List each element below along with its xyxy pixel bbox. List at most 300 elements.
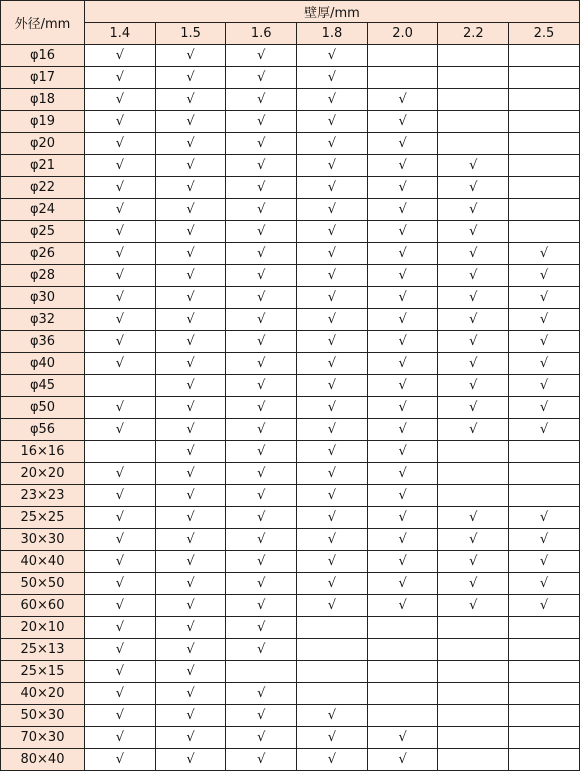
check-mark-cell: √ (297, 353, 368, 375)
thickness-col-header: 1.8 (297, 23, 368, 45)
size-label: φ28 (1, 265, 85, 287)
empty-cell (509, 177, 580, 199)
empty-cell (297, 683, 368, 705)
check-mark-cell: √ (367, 463, 438, 485)
check-mark-cell: √ (85, 529, 156, 551)
size-label: φ25 (1, 221, 85, 243)
empty-cell (438, 749, 509, 771)
empty-cell (509, 221, 580, 243)
size-label: 25×25 (1, 507, 85, 529)
size-label: φ40 (1, 353, 85, 375)
check-mark-cell: √ (155, 749, 226, 771)
empty-cell (438, 705, 509, 727)
thickness-col-header: 1.4 (85, 23, 156, 45)
check-mark-cell: √ (155, 617, 226, 639)
empty-cell (509, 133, 580, 155)
empty-cell (509, 463, 580, 485)
empty-cell (438, 485, 509, 507)
check-mark-cell: √ (155, 353, 226, 375)
empty-cell (367, 617, 438, 639)
check-mark-cell: √ (367, 749, 438, 771)
table-row (1, 111, 580, 133)
check-mark-cell: √ (226, 287, 297, 309)
empty-cell (509, 485, 580, 507)
table-row (1, 155, 580, 177)
check-mark-cell: √ (367, 309, 438, 331)
check-mark-cell: √ (85, 573, 156, 595)
check-mark-cell: √ (438, 375, 509, 397)
check-mark-cell: √ (155, 705, 226, 727)
check-mark-cell: √ (85, 749, 156, 771)
thickness-col-header: 2.5 (509, 23, 580, 45)
empty-cell (367, 639, 438, 661)
check-mark-cell: √ (155, 727, 226, 749)
check-mark-cell: √ (297, 111, 368, 133)
check-mark-cell: √ (509, 573, 580, 595)
table-row (1, 529, 580, 551)
check-mark-cell: √ (367, 287, 438, 309)
check-mark-cell: √ (155, 419, 226, 441)
empty-cell (509, 749, 580, 771)
check-mark-cell: √ (509, 507, 580, 529)
check-mark-cell: √ (226, 705, 297, 727)
table-row (1, 353, 580, 375)
check-mark-cell: √ (155, 529, 226, 551)
wall-thickness-header: 壁厚/mm (85, 1, 580, 23)
size-label: 16×16 (1, 441, 85, 463)
empty-cell (509, 89, 580, 111)
check-mark-cell: √ (226, 265, 297, 287)
table-row (1, 551, 580, 573)
table-row (1, 441, 580, 463)
size-label: 23×23 (1, 485, 85, 507)
table-row (1, 243, 580, 265)
check-mark-cell: √ (155, 133, 226, 155)
check-mark-cell: √ (85, 397, 156, 419)
check-mark-cell: √ (155, 639, 226, 661)
empty-cell (438, 133, 509, 155)
check-mark-cell: √ (297, 573, 368, 595)
size-label: φ19 (1, 111, 85, 133)
empty-cell (85, 441, 156, 463)
check-mark-cell: √ (155, 89, 226, 111)
size-label: φ56 (1, 419, 85, 441)
check-mark-cell: √ (509, 595, 580, 617)
check-mark-cell: √ (85, 89, 156, 111)
thickness-col-header: 1.5 (155, 23, 226, 45)
check-mark-cell: √ (297, 287, 368, 309)
check-mark-cell: √ (438, 529, 509, 551)
check-mark-cell: √ (226, 45, 297, 67)
check-mark-cell: √ (226, 89, 297, 111)
size-label: φ24 (1, 199, 85, 221)
empty-cell (438, 441, 509, 463)
check-mark-cell: √ (438, 507, 509, 529)
check-mark-cell: √ (367, 507, 438, 529)
check-mark-cell: √ (85, 661, 156, 683)
check-mark-cell: √ (226, 507, 297, 529)
check-mark-cell: √ (438, 419, 509, 441)
check-mark-cell: √ (155, 265, 226, 287)
check-mark-cell: √ (155, 551, 226, 573)
check-mark-cell: √ (155, 287, 226, 309)
size-label: 30×30 (1, 529, 85, 551)
check-mark-cell: √ (226, 485, 297, 507)
check-mark-cell: √ (297, 265, 368, 287)
table-row (1, 419, 580, 441)
check-mark-cell: √ (367, 133, 438, 155)
header-row-thickness-values (1, 23, 580, 45)
check-mark-cell: √ (297, 529, 368, 551)
size-label: φ26 (1, 243, 85, 265)
empty-cell (297, 661, 368, 683)
check-mark-cell: √ (297, 375, 368, 397)
empty-cell (226, 661, 297, 683)
check-mark-cell: √ (367, 529, 438, 551)
empty-cell (509, 45, 580, 67)
empty-cell (367, 705, 438, 727)
empty-cell (509, 639, 580, 661)
empty-cell (438, 661, 509, 683)
check-mark-cell: √ (438, 595, 509, 617)
check-mark-cell: √ (297, 551, 368, 573)
check-mark-cell: √ (85, 617, 156, 639)
empty-cell (297, 639, 368, 661)
check-mark-cell: √ (509, 353, 580, 375)
check-mark-cell: √ (226, 111, 297, 133)
table-row (1, 595, 580, 617)
empty-cell (367, 45, 438, 67)
table-header (1, 1, 580, 45)
check-mark-cell: √ (438, 331, 509, 353)
check-mark-cell: √ (438, 221, 509, 243)
check-mark-cell: √ (155, 573, 226, 595)
check-mark-cell: √ (509, 551, 580, 573)
table-row (1, 683, 580, 705)
check-mark-cell: √ (367, 573, 438, 595)
check-mark-cell: √ (226, 683, 297, 705)
table-row (1, 661, 580, 683)
table-row (1, 133, 580, 155)
table-row (1, 639, 580, 661)
check-mark-cell: √ (509, 309, 580, 331)
size-label: 40×40 (1, 551, 85, 573)
size-label: 20×10 (1, 617, 85, 639)
check-mark-cell: √ (367, 265, 438, 287)
table-row (1, 617, 580, 639)
size-label: φ50 (1, 397, 85, 419)
check-mark-cell: √ (297, 309, 368, 331)
check-mark-cell: √ (226, 243, 297, 265)
check-mark-cell: √ (509, 331, 580, 353)
check-mark-cell: √ (438, 309, 509, 331)
check-mark-cell: √ (155, 177, 226, 199)
check-mark-cell: √ (85, 45, 156, 67)
check-mark-cell: √ (297, 45, 368, 67)
check-mark-cell: √ (226, 397, 297, 419)
check-mark-cell: √ (367, 375, 438, 397)
table-body (1, 45, 580, 771)
table-row (1, 265, 580, 287)
thickness-col-header: 2.2 (438, 23, 509, 45)
check-mark-cell: √ (509, 287, 580, 309)
empty-cell (509, 705, 580, 727)
check-mark-cell: √ (367, 331, 438, 353)
check-mark-cell: √ (226, 463, 297, 485)
table-row (1, 331, 580, 353)
check-mark-cell: √ (155, 45, 226, 67)
table-row (1, 507, 580, 529)
table-row (1, 177, 580, 199)
check-mark-cell: √ (155, 331, 226, 353)
check-mark-cell: √ (297, 705, 368, 727)
check-mark-cell: √ (85, 705, 156, 727)
check-mark-cell: √ (367, 441, 438, 463)
empty-cell (509, 727, 580, 749)
empty-cell (85, 375, 156, 397)
check-mark-cell: √ (85, 331, 156, 353)
check-mark-cell: √ (85, 353, 156, 375)
check-mark-cell: √ (438, 243, 509, 265)
table-row (1, 705, 580, 727)
check-mark-cell: √ (85, 309, 156, 331)
size-label: 50×50 (1, 573, 85, 595)
table-row (1, 749, 580, 771)
empty-cell (509, 661, 580, 683)
size-label: φ21 (1, 155, 85, 177)
check-mark-cell: √ (438, 155, 509, 177)
check-mark-cell: √ (367, 221, 438, 243)
check-mark-cell: √ (85, 265, 156, 287)
check-mark-cell: √ (85, 111, 156, 133)
check-mark-cell: √ (509, 419, 580, 441)
check-mark-cell: √ (297, 243, 368, 265)
check-mark-cell: √ (297, 749, 368, 771)
size-label: 80×40 (1, 749, 85, 771)
check-mark-cell: √ (367, 727, 438, 749)
empty-cell (367, 661, 438, 683)
check-mark-cell: √ (297, 727, 368, 749)
check-mark-cell: √ (226, 617, 297, 639)
empty-cell (438, 67, 509, 89)
empty-cell (438, 45, 509, 67)
empty-cell (509, 155, 580, 177)
check-mark-cell: √ (438, 551, 509, 573)
check-mark-cell: √ (297, 595, 368, 617)
check-mark-cell: √ (226, 353, 297, 375)
check-mark-cell: √ (297, 463, 368, 485)
check-mark-cell: √ (155, 243, 226, 265)
thickness-col-header: 1.6 (226, 23, 297, 45)
empty-cell (509, 441, 580, 463)
check-mark-cell: √ (85, 133, 156, 155)
check-mark-cell: √ (85, 177, 156, 199)
check-mark-cell: √ (155, 595, 226, 617)
size-label: 70×30 (1, 727, 85, 749)
check-mark-cell: √ (438, 199, 509, 221)
check-mark-cell: √ (509, 243, 580, 265)
size-label: 25×13 (1, 639, 85, 661)
empty-cell (509, 199, 580, 221)
check-mark-cell: √ (226, 529, 297, 551)
empty-cell (438, 111, 509, 133)
check-mark-cell: √ (226, 67, 297, 89)
check-mark-cell: √ (438, 353, 509, 375)
size-label: φ16 (1, 45, 85, 67)
check-mark-cell: √ (85, 551, 156, 573)
check-mark-cell: √ (297, 221, 368, 243)
check-mark-cell: √ (85, 485, 156, 507)
check-mark-cell: √ (509, 529, 580, 551)
check-mark-cell: √ (438, 177, 509, 199)
check-mark-cell: √ (155, 485, 226, 507)
table-row (1, 287, 580, 309)
empty-cell (438, 683, 509, 705)
size-label: φ36 (1, 331, 85, 353)
check-mark-cell: √ (155, 375, 226, 397)
check-mark-cell: √ (85, 639, 156, 661)
table-row (1, 463, 580, 485)
check-mark-cell: √ (297, 485, 368, 507)
table-row (1, 89, 580, 111)
check-mark-cell: √ (367, 199, 438, 221)
check-mark-cell: √ (85, 463, 156, 485)
check-mark-cell: √ (297, 507, 368, 529)
size-label: φ20 (1, 133, 85, 155)
empty-cell (297, 617, 368, 639)
check-mark-cell: √ (155, 221, 226, 243)
table-row (1, 375, 580, 397)
header-row-top (1, 1, 580, 23)
check-mark-cell: √ (155, 661, 226, 683)
check-mark-cell: √ (226, 419, 297, 441)
check-mark-cell: √ (297, 89, 368, 111)
size-label: φ17 (1, 67, 85, 89)
empty-cell (367, 67, 438, 89)
empty-cell (438, 89, 509, 111)
size-label: 20×20 (1, 463, 85, 485)
empty-cell (438, 727, 509, 749)
table-row (1, 309, 580, 331)
table-row (1, 397, 580, 419)
check-mark-cell: √ (85, 67, 156, 89)
check-mark-cell: √ (367, 111, 438, 133)
size-label: 60×60 (1, 595, 85, 617)
check-mark-cell: √ (226, 309, 297, 331)
check-mark-cell: √ (85, 243, 156, 265)
outer-diameter-header: 外径/mm (1, 1, 85, 45)
empty-cell (509, 683, 580, 705)
check-mark-cell: √ (438, 397, 509, 419)
check-mark-cell: √ (367, 595, 438, 617)
check-mark-cell: √ (155, 441, 226, 463)
check-mark-cell: √ (367, 243, 438, 265)
check-mark-cell: √ (226, 595, 297, 617)
check-mark-cell: √ (367, 177, 438, 199)
check-mark-cell: √ (155, 155, 226, 177)
check-mark-cell: √ (438, 265, 509, 287)
size-label: φ18 (1, 89, 85, 111)
check-mark-cell: √ (85, 155, 156, 177)
check-mark-cell: √ (297, 67, 368, 89)
size-label: 50×30 (1, 705, 85, 727)
check-mark-cell: √ (297, 331, 368, 353)
check-mark-cell: √ (85, 287, 156, 309)
check-mark-cell: √ (226, 331, 297, 353)
check-mark-cell: √ (85, 595, 156, 617)
check-mark-cell: √ (85, 507, 156, 529)
check-mark-cell: √ (367, 551, 438, 573)
check-mark-cell: √ (367, 419, 438, 441)
empty-cell (438, 617, 509, 639)
check-mark-cell: √ (367, 397, 438, 419)
size-label: φ22 (1, 177, 85, 199)
check-mark-cell: √ (509, 265, 580, 287)
check-mark-cell: √ (226, 551, 297, 573)
check-mark-cell: √ (297, 419, 368, 441)
check-mark-cell: √ (438, 287, 509, 309)
table-row (1, 221, 580, 243)
size-label: 40×20 (1, 683, 85, 705)
empty-cell (509, 111, 580, 133)
check-mark-cell: √ (297, 397, 368, 419)
check-mark-cell: √ (226, 177, 297, 199)
check-mark-cell: √ (85, 419, 156, 441)
empty-cell (438, 463, 509, 485)
check-mark-cell: √ (297, 133, 368, 155)
check-mark-cell: √ (155, 67, 226, 89)
check-mark-cell: √ (297, 177, 368, 199)
check-mark-cell: √ (438, 573, 509, 595)
check-mark-cell: √ (297, 199, 368, 221)
check-mark-cell: √ (297, 155, 368, 177)
empty-cell (509, 67, 580, 89)
check-mark-cell: √ (155, 683, 226, 705)
check-mark-cell: √ (226, 573, 297, 595)
empty-cell (367, 683, 438, 705)
check-mark-cell: √ (155, 507, 226, 529)
check-mark-cell: √ (85, 199, 156, 221)
check-mark-cell: √ (155, 199, 226, 221)
thickness-col-header: 2.0 (367, 23, 438, 45)
check-mark-cell: √ (367, 155, 438, 177)
check-mark-cell: √ (367, 89, 438, 111)
check-mark-cell: √ (509, 397, 580, 419)
table-row (1, 67, 580, 89)
size-label: φ45 (1, 375, 85, 397)
check-mark-cell: √ (297, 441, 368, 463)
check-mark-cell: √ (155, 111, 226, 133)
check-mark-cell: √ (226, 639, 297, 661)
table-row (1, 199, 580, 221)
check-mark-cell: √ (85, 221, 156, 243)
check-mark-cell: √ (226, 221, 297, 243)
table-row (1, 485, 580, 507)
size-label: 25×15 (1, 661, 85, 683)
check-mark-cell: √ (367, 485, 438, 507)
check-mark-cell: √ (226, 727, 297, 749)
check-mark-cell: √ (226, 199, 297, 221)
size-label: φ30 (1, 287, 85, 309)
size-label: φ32 (1, 309, 85, 331)
check-mark-cell: √ (226, 749, 297, 771)
check-mark-cell: √ (226, 375, 297, 397)
check-mark-cell: √ (226, 133, 297, 155)
check-mark-cell: √ (85, 727, 156, 749)
table-row (1, 573, 580, 595)
check-mark-cell: √ (155, 463, 226, 485)
empty-cell (509, 617, 580, 639)
